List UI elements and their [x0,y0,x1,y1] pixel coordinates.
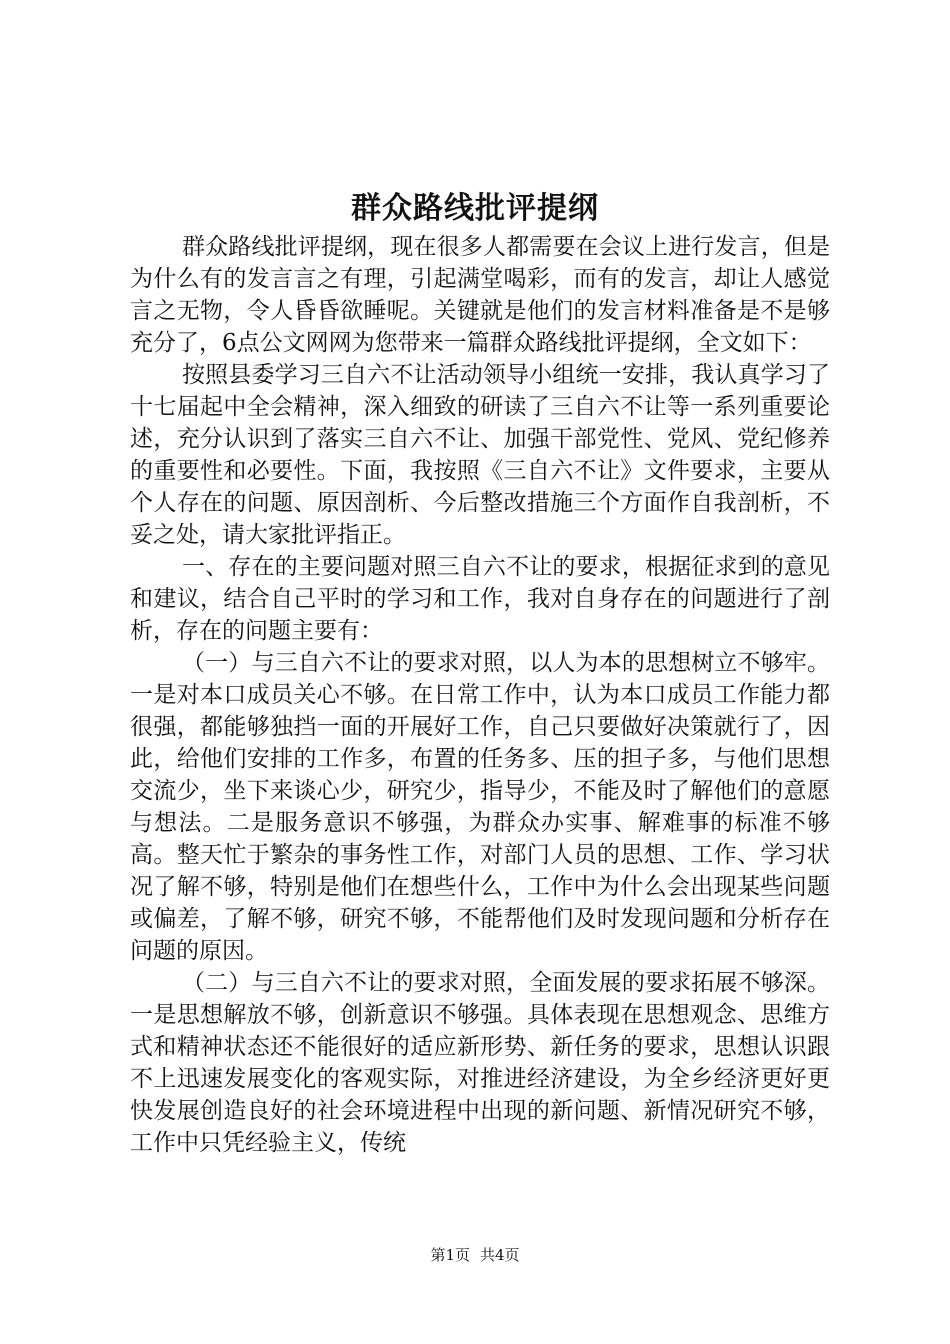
page-footer [0,1244,950,1266]
document-body [130,231,830,1159]
paragraph-section-one: 一、存在的主要问题对照三自六不让的要求，根据征求到的意见和建议，结合自己平时的学习和工作，我对自身存在的问题进行了剖析，存在的问题主要有： [130,554,830,644]
paragraph-item-two: （二）与三自六不让的要求对照，全面发展的要求拓展不够深。一是思想解放不够，创新意识不够强。具体表现在思想观念、思维方式和精神状态还不能很好的适应新形势、新任务的要求，思想认识跟不上迅速发展变化的客观实际，对推进经济建设，为全乡经济更好更快发展创造良好的社会环境进程中出现的新问题、新情况研究不够，工作中只凭经验主义，传统 [130,970,830,1156]
document-title: 群众路线批评提纲 [351,191,599,226]
paragraph-arrangement: 按照县委学习三自六不让活动领导小组统一安排，我认真学习了十七届起中全会精神，深入细致的研读了三自六不让等一系列重要论述，充分认识到了落实三自六不让、加强干部党性、党风、党纪修养的重要性和必要性。下面，我按照《三自六不让》文件要求，主要从个人存在的问题、原因剖析、今后整改措施三个方面作自我剖析，不妥之处，请大家批评指正。 [130,362,830,548]
page-number: 第1页 [430,1246,470,1264]
paragraph-intro: 群众路线批评提纲，现在很多人都需要在会议上进行发言，但是为什么有的发言言之有理，引起满堂喝彩，而有的发言，却让人感觉言之无物，令人昏昏欲睡呢。关键就是他们的发言材料准备是不是够充分了，6点公文网网为您带来一篇群众路线批评提纲，全文如下： [130,234,830,356]
page-total: 共4页 [480,1246,520,1264]
paragraph-item-one: （一）与三自六不让的要求对照，以人为本的思想树立不够牢。一是对本口成员关心不够。在日常工作中，认为本口成员工作能力都很强，都能够独挡一面的开展好工作，自己只要做好决策就行了，因此，给他们安排的工作多，布置的任务多、压的担子多，与他们思想交流少，坐下来谈心少，研究少，指导少，不能及时了解他们的意愿与想法。二是服务意识不够强，为群众办实事、解难事的标准不够高。整天忙于繁杂的事务性工作，对部门人员的思想、工作、学习状况了解不够，特别是他们在想些什么，工作中为什么会出现某些问题或偏差，了解不够，研究不够，不能帮他们及时发现问题和分析存在问题的原因。 [130,650,830,964]
